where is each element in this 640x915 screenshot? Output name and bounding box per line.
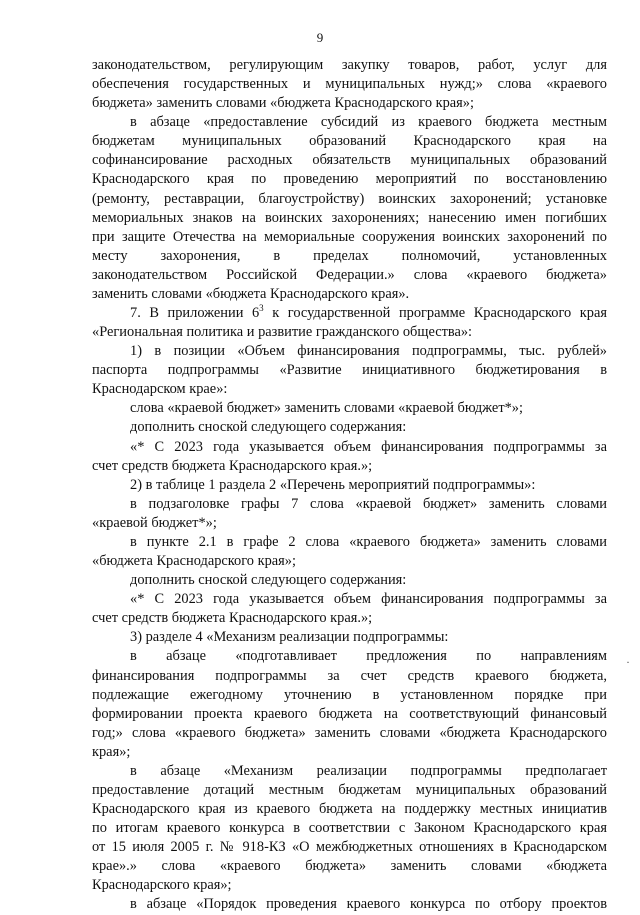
text-line: в подзаголовке графы 7 слова «краевой бюджет» заменить словами bbox=[130, 495, 607, 512]
text-line: Краснодарском крае»: bbox=[92, 381, 228, 398]
text-line: мемориальных знаков на воинских захоронениях; нанесению имен погибших bbox=[92, 209, 607, 226]
text-line: счет средств бюджета Краснодарского края.»; bbox=[92, 457, 373, 474]
text-line: при защите Отечества на мемориальные сооружения воинских захоронений по bbox=[92, 228, 607, 245]
text-line: в абзаце «подготавливает предложения по направлениям bbox=[130, 648, 607, 665]
text-line: в абзаце «Механизм реализации подпрограммы предполагает bbox=[130, 762, 607, 779]
page-number: 9 bbox=[316, 30, 324, 45]
text-line: слова «краевой бюджет» заменить словами «краевой бюджет*»; bbox=[130, 400, 523, 417]
text-line: софинансирование расходных обязательств муниципальных образований bbox=[92, 152, 607, 169]
text-line: Краснодарского края»; bbox=[92, 877, 232, 894]
text-line: финансирования подпрограммы за счет средств краевого бюджета, bbox=[92, 667, 607, 684]
text-line: месту захоронения, в пределах полномочий, установленных bbox=[92, 247, 607, 264]
text-line: «* С 2023 года указывается объем финансирования подпрограммы за bbox=[130, 438, 607, 455]
text-line-part: к государственной программе Краснодарского края bbox=[263, 305, 607, 322]
text-line-part: 7. В приложении 6 bbox=[130, 305, 260, 322]
text-line: (ремонту, реставрации, благоустройству) воинских захоронений; установке bbox=[92, 190, 607, 207]
text-line: в абзаце «Порядок проведения краевого конкурса по отбору проектов bbox=[130, 896, 607, 913]
superscript: 3 bbox=[259, 304, 264, 314]
text-line: бюджета» заменить словами «бюджета Краснодарского края»; bbox=[92, 95, 474, 112]
text-line: по итогам краевого конкурса в соответствии с Законом Краснодарского края bbox=[92, 820, 607, 837]
text-line: в абзаце «предоставление субсидий из краевого бюджета местным bbox=[130, 114, 607, 131]
text-line: края»; bbox=[92, 743, 131, 760]
text-line: обеспечения государственных и муниципальных нужд;» слова «краевого bbox=[92, 76, 607, 93]
text-line bbox=[92, 304, 607, 323]
text-line: «бюджета Краснодарского края»; bbox=[92, 553, 296, 570]
text-line: 1) в позиции «Объем финансирования подпрограммы, тыс. рублей» bbox=[130, 343, 607, 360]
text-line: паспорта подпрограммы «Развитие инициативного бюджетирования в bbox=[92, 362, 607, 379]
text-line: формировании проекта краевого бюджета на соответствующий финансовый bbox=[92, 705, 607, 722]
text-line: предоставление дотаций местным бюджетам муниципальных образований bbox=[92, 781, 607, 798]
text-line: «Региональная политика и развитие гражданского общества»: bbox=[92, 324, 473, 341]
text-line: дополнить сноской следующего содержания: bbox=[130, 572, 407, 589]
text-line: счет средств бюджета Краснодарского края.»; bbox=[92, 610, 373, 627]
text-line: Краснодарского края по проведению мероприятий по восстановлению bbox=[92, 171, 607, 188]
text-line: в пункте 2.1 в графе 2 слова «краевого бюджета» заменить словами bbox=[130, 533, 607, 550]
text-line: от 15 июля 2005 г. № 918-КЗ «О межбюджетных отношениях в Краснодарском bbox=[92, 839, 607, 856]
document-body bbox=[92, 56, 607, 915]
text-line: 2) в таблице 1 раздела 2 «Перечень мероприятий подпрограммы»: bbox=[130, 476, 536, 493]
text-line: подлежащие ежегодному уточнению в установленном порядке при bbox=[92, 686, 607, 703]
text-line: законодательством, регулирующим закупку товаров, работ, услуг для bbox=[92, 57, 607, 73]
text-line: 3) разделе 4 «Механизм реализации подпрограммы: bbox=[130, 629, 449, 646]
text-line: крае».» слова «краевого бюджета» заменить словами «бюджета bbox=[92, 858, 607, 875]
text-line: «* С 2023 года указывается объем финансирования подпрограммы за bbox=[130, 591, 607, 608]
margin-mark: · bbox=[626, 655, 630, 669]
text-line: дополнить сноской следующего содержания: bbox=[130, 419, 407, 436]
text-line: законодательством Российской Федерации.» слова «краевого бюджета» bbox=[92, 266, 607, 283]
text-line: «краевой бюджет*»; bbox=[92, 514, 217, 531]
text-line: год;» слова «краевого бюджета» заменить словами «бюджета Краснодарского bbox=[92, 724, 607, 741]
text-line: бюджетам муниципальных образований Краснодарского края на bbox=[92, 133, 607, 150]
text-line: заменить словами «бюджета Краснодарского края». bbox=[92, 285, 410, 302]
text-line: Краснодарского края из краевого бюджета на поддержку местных инициатив bbox=[92, 801, 607, 818]
